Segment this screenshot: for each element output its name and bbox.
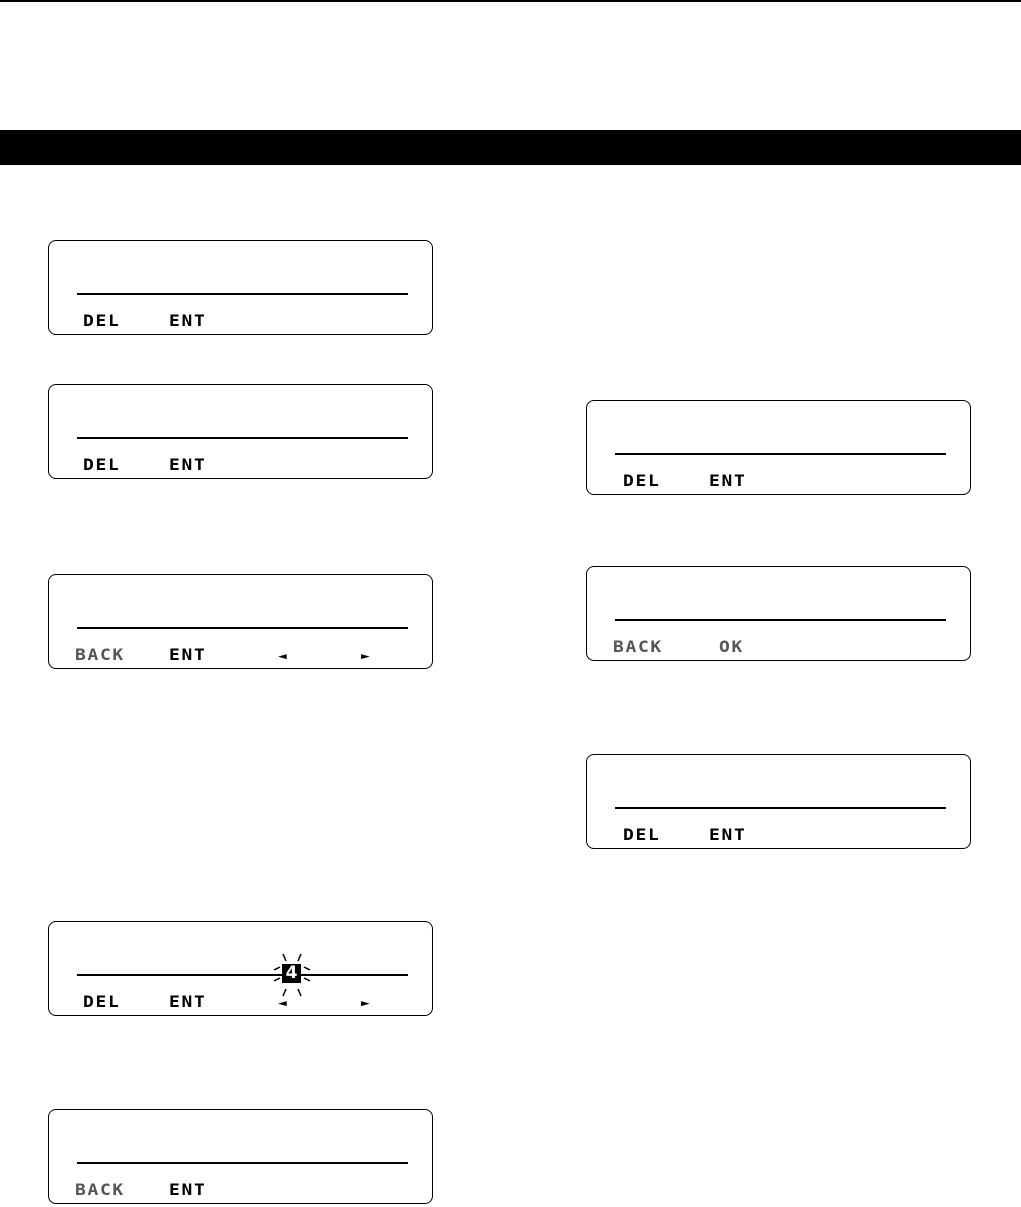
softkey-ent[interactable]: ENT: [169, 455, 207, 474]
lcd-screen-7: [586, 566, 971, 661]
softkey-left-arrow-icon[interactable]: ◄: [278, 649, 289, 664]
lcd-screen-4: [48, 921, 433, 1016]
softkey-del[interactable]: DEL: [623, 471, 661, 490]
softkey-del[interactable]: DEL: [623, 825, 661, 844]
softkey-ent[interactable]: ENT: [169, 992, 207, 1011]
blinking-digit-char: 4: [282, 964, 301, 983]
lcd-divider: [77, 437, 408, 439]
softkey-ent[interactable]: ENT: [709, 471, 747, 490]
softkey-ent[interactable]: ENT: [709, 825, 747, 844]
lcd-divider: [77, 974, 408, 976]
lcd-divider: [615, 619, 946, 621]
softkey-back[interactable]: BACK: [75, 1180, 125, 1199]
lcd-divider: [615, 807, 946, 809]
softkey-back[interactable]: BACK: [75, 645, 125, 664]
softkey-del[interactable]: DEL: [83, 992, 121, 1011]
lcd-divider: [77, 1162, 408, 1164]
softkey-ent[interactable]: ENT: [169, 645, 207, 664]
lcd-divider: [77, 293, 408, 295]
blinking-digit: [274, 952, 310, 998]
softkey-ent[interactable]: ENT: [169, 311, 207, 330]
lcd-screen-8: [586, 754, 971, 849]
lcd-divider: [77, 627, 408, 629]
lcd-screen-6: [586, 400, 971, 495]
lcd-screen-2: [48, 384, 433, 479]
softkey-ok[interactable]: OK: [719, 637, 744, 656]
softkey-del[interactable]: DEL: [83, 311, 121, 330]
top-rule: [0, 0, 1021, 2]
section-header-bar: [0, 130, 1021, 165]
lcd-screen-1: [48, 240, 433, 335]
softkey-right-arrow-icon[interactable]: ►: [361, 649, 372, 664]
lcd-divider: [615, 453, 946, 455]
softkey-ent[interactable]: ENT: [169, 1180, 207, 1199]
softkey-left-arrow-icon[interactable]: ◄: [278, 996, 289, 1011]
softkey-right-arrow-icon[interactable]: ►: [361, 996, 372, 1011]
softkey-del[interactable]: DEL: [83, 455, 121, 474]
lcd-screen-5: [48, 1109, 433, 1204]
lcd-screen-3: [48, 574, 433, 669]
softkey-back[interactable]: BACK: [613, 637, 663, 656]
